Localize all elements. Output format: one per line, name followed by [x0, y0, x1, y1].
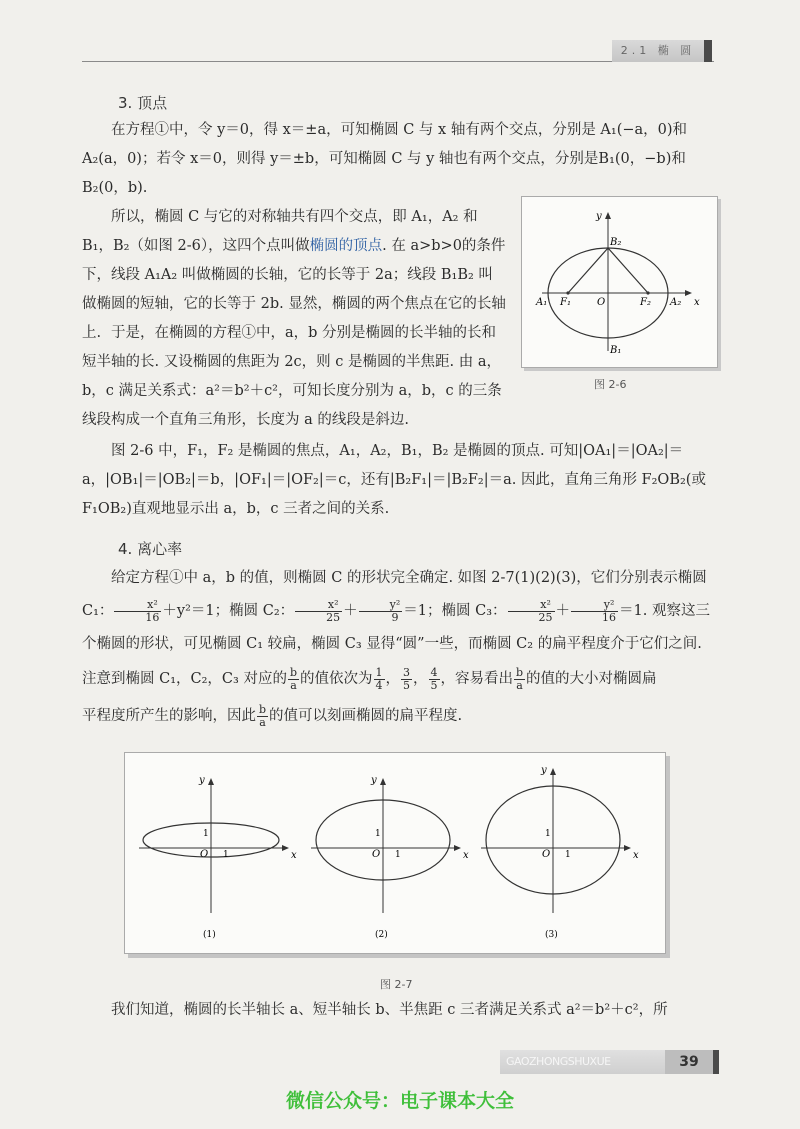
panel-label: (1): [203, 930, 216, 940]
paragraph-figure-relations: [82, 437, 714, 524]
paragraph-text: 在方程①中，令 y＝0，得 x＝±a，可知椭圆 C 与 x 轴有两个交点，分别是 A₁(−a，0)和 A₂(a，0)；若令 x＝0，则得 y＝±b，可知椭圆 C 与 y 轴也有两个交点，分别是B₁(0，−b)和 B₂(0，b).: [82, 122, 688, 196]
paragraph-text: 形状，可见椭圆 C₁ 较扁，椭圆 C₃ 显得“圆”一些，而椭圆 C₂ 的扁平程度介于它们之间.: [140, 636, 702, 652]
paragraph-semi-axes: [82, 319, 506, 435]
fraction-c3-x: $\frac{\text{x²}}{25}$: [508, 599, 555, 624]
fraction-three-fifths: $\frac{3}{5}$: [403, 665, 410, 692]
fraction-b-over-a: $\frac{b}{a}$: [259, 702, 267, 729]
fraction-c2-y: $\frac{\text{y²}}{9}$: [359, 599, 403, 624]
vertex-b1-label: B₁: [610, 345, 622, 356]
x-axis-label: x: [694, 297, 700, 308]
x-unit-label: 1: [223, 850, 229, 860]
fraction-c3-y: $\frac{\text{y²}}{16}$: [571, 599, 618, 624]
x-axis-label: x: [291, 850, 297, 861]
focus-f1-label: F₁: [560, 297, 571, 308]
fraction-c2-x: $\frac{\text{x²}}{25}$: [295, 599, 342, 624]
paragraph-text: ，容易看出: [440, 671, 513, 687]
paragraph-text: 注意到椭圆 C₁，C₂，C₃ 对应的: [82, 671, 287, 687]
figure-2-6-caption: 图 2-6: [594, 378, 627, 391]
paragraph-text: 于是，在椭圆的方程①中，a，b 分别是椭圆的长半轴的长和短半轴的长. 又设椭圆的焦距为 2c，则 c 是椭圆的半焦距. 由 a，b，c 满足关系式：a²＝b²＋c²，可知长度分别为 a，b，c 的三条线段构成一个直角三角形，长度为 a 的线段是斜边.: [82, 325, 502, 428]
focus-f2-label: F₂: [640, 297, 651, 308]
y-unit-label: 1: [545, 829, 551, 839]
page-number: 39: [665, 1050, 713, 1074]
equation-text: ＋: [343, 603, 358, 619]
x-axis-arrow: [685, 290, 692, 296]
ellipse-vertices-diagram: [522, 197, 717, 367]
fraction-four-fifths: $\frac{4}{5}$: [430, 665, 438, 692]
y-axis-arrow: [605, 212, 611, 219]
origin-label: O: [542, 849, 551, 860]
x-axis-arrow: [624, 845, 631, 851]
y-axis-label: y: [596, 211, 602, 222]
origin-label: O: [200, 849, 209, 860]
panel-3: [481, 765, 639, 940]
focus-f1-point: [566, 291, 569, 294]
vertex-a1-label: A₁: [536, 297, 548, 308]
x-unit-label: 1: [395, 850, 401, 860]
section-heading-vertices: 3. 顶点: [118, 94, 168, 112]
highlighted-term: 椭圆的顶点: [309, 238, 383, 254]
x-axis-arrow: [282, 845, 289, 851]
header-marker: [704, 40, 712, 62]
panel-1: [139, 775, 297, 940]
equation-text: ＋: [555, 603, 571, 619]
figure-2-7: [124, 752, 666, 954]
section-heading-eccentricity: 4. 离心率: [118, 540, 183, 558]
y-axis-label: y: [541, 765, 547, 776]
fraction-b-over-a: $\frac{b}{a}$: [516, 665, 524, 692]
fraction-c1-x: $\frac{\text{x²}}{16}$: [114, 599, 161, 624]
y-axis-label: y: [199, 775, 205, 786]
equation-text: ＝1. 观察这三个椭圆的: [82, 603, 710, 652]
focus-f2-point: [646, 291, 649, 294]
figure-2-7-caption: 图 2-7: [380, 978, 413, 991]
fraction-one-quarter: $\frac{1}{4}$: [375, 665, 383, 692]
y-unit-label: 1: [375, 829, 381, 839]
paragraph-text: 的值的大小对椭圆扁: [526, 671, 657, 687]
y-axis-label: y: [371, 775, 377, 786]
footer-series-tab: GAOZHONGSHUXUE: [500, 1050, 665, 1074]
paragraph-text: 的值依次为: [300, 671, 373, 687]
origin-label: O: [597, 297, 606, 308]
y-unit-label: 1: [203, 829, 209, 839]
paragraph-text: 所以，椭圆 C 与它的对称轴共有四个交点，即 A₁，A₂ 和 B₁，B₂（如图 2-6），这四个点叫做: [82, 209, 478, 254]
y-axis-arrow: [208, 778, 214, 785]
x-axis-arrow: [454, 845, 461, 851]
fraction-b-over-a: $\frac{b}{a}$: [289, 665, 297, 692]
paragraph-eccentricity: 给定方程①中 a，b 的值，则椭圆 C 的形状完全确定. 如图 2-7(1)(2)(3)，它们分别表示椭圆 C₁： $\frac{\text{x²}}{16}$ ＋y²＝1；椭圆 C₂： $\frac{\text{x²}}{25}$ ＋ $\frac{\text{y²}}{9}$ ＝1；椭圆 C₃： $\frac{\text{x²}}{25}$ ＋ $\frac{\text{y²}}{16}$ ＝1. 观察这三个椭圆的形状，可见椭圆 C₁ 较扁，椭圆 C₃ 显得“圆”一些，而椭圆 C₂ 的扁平程度介于它们之间. 注意到椭圆 C₁，C₂，C₃ 对应的 $\frac{b}{a}$ 的值依次为 $\frac{1}{4}$ ， $\frac{3}{5}$ ， $\frac{4}{5}$ ，容易看出 $\frac{b}{a}$ 的值的大小对椭圆扁 平程度所产生的影响，因此 $\frac{b}{a}$ 的值可以刻画椭圆的扁平程度.: [82, 570, 710, 729]
vertex-b2-label: B₂: [610, 237, 622, 248]
paragraph-text: 平程度所产生的影响，因此: [82, 708, 256, 724]
origin-label: O: [372, 849, 381, 860]
figure-2-6: [521, 196, 718, 368]
paragraph-vertices-intro: [82, 116, 714, 203]
paragraph-text: 给定方程①中 a，b 的值，则椭圆 C 的形状完全确定. 如图 2-7(1)(2)(3)，它们分别表示椭圆 C₁：: [82, 570, 707, 619]
x-unit-label: 1: [565, 850, 571, 860]
panel-label: (3): [545, 930, 558, 940]
panel-label: (2): [375, 930, 388, 940]
footer-marker: [713, 1050, 719, 1074]
paragraph-text: 的值可以刻画椭圆的扁平程度.: [269, 708, 463, 724]
y-axis-arrow: [550, 768, 556, 775]
y-axis-arrow: [380, 778, 386, 785]
panel-2: [311, 775, 469, 940]
segment-b2-f2: [608, 248, 648, 293]
vertex-a2-label: A₂: [670, 297, 682, 308]
paragraph-text: 图 2-6 中，F₁，F₂ 是椭圆的焦点，A₁，A₂，B₁，B₂ 是椭圆的顶点. 可知|OA₁|＝|OA₂|＝a，|OB₁|＝|OB₂|＝b，|OF₁|＝|OF₂|＝c，还有|B₂F₁|＝|B₂F₂|＝a. 因此，直角三角形 F₂OB₂(或 F₁OB₂)直观地显示出 a，b，c 三者之间的关系.: [82, 443, 706, 517]
equation-text: ＋y²＝1；椭圆 C₂：: [162, 603, 295, 619]
three-ellipses-diagram: [125, 753, 665, 953]
x-axis-label: x: [463, 850, 469, 861]
paragraph-closing: [82, 996, 714, 1025]
equation-text: ＝1；椭圆 C₃：: [403, 603, 507, 619]
watermark-text: 微信公众号：电子课本大全: [285, 1090, 514, 1112]
paragraph-text: 我们知道，椭圆的长半轴长 a、短半轴长 b、半焦距 c 三者满足关系式 a²＝b²＋c²，所: [111, 1002, 668, 1018]
section-header: 2.1 椭 圆: [612, 40, 704, 62]
x-axis-label: x: [633, 850, 639, 861]
segment-b2-f1: [568, 248, 608, 293]
paragraph-text: . 在 a>b>0的条件下，线段 A₁A₂ 叫做椭圆的长轴，它的长等于 2a；线段 B₁B₂ 叫做椭圆的短轴，它的长等于 2b. 显然，椭圆的两个焦点在它的长轴上.: [82, 238, 506, 341]
